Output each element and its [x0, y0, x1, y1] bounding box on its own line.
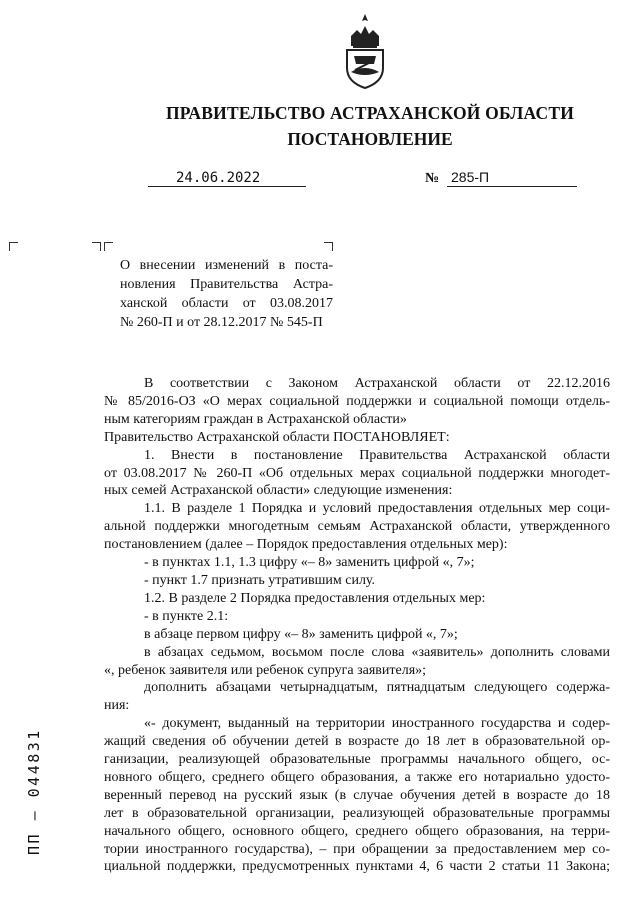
body-line: ния:: [104, 698, 130, 714]
doc-type-title: ПОСТАНОВЛЕНИЕ: [287, 129, 453, 149]
doc-number: 285-П: [451, 169, 490, 185]
date-underline: [148, 186, 306, 187]
body-line: «- документ, выданный на территории иностранного государства и содер-: [144, 716, 610, 732]
subject-line: ханской области от 03.08.2017: [120, 296, 333, 311]
doc-date: 24.06.2022: [176, 170, 261, 186]
subject-line: новления Правительства Астра-: [120, 277, 333, 292]
body-line: жащий сведения об обучении детей в возрасте до 18 лет в образовательной ор-: [104, 734, 610, 750]
body-line: циальной поддержки, предусмотренных пунктами 4, 6 части 2 статьи 11 Закона;: [104, 859, 610, 875]
body-line: Правительство Астраханской области ПОСТАНОВЛЯЕТ:: [104, 429, 450, 445]
body-line: в абзаце первом цифру «– 8» заменить цифрой «, 7»;: [144, 626, 458, 642]
body-line: дополнить абзацами четырнадцатым, пятнадцатым следующего содержа-: [144, 680, 610, 696]
serial-code: [22, 716, 46, 856]
body-line: В соответствии с Законом Астраханской области от 22.12.2016: [144, 376, 610, 391]
body-line: новного общего, среднего общего образования, а также его нотариально удосто-: [104, 769, 610, 785]
body-line: - пункт 1.7 признать утратившим силу.: [144, 572, 376, 588]
coat-of-arms-emblem: [341, 12, 389, 90]
body-line: ным категориям граждан в Астраханской области»: [104, 411, 407, 427]
serial-code-text: ПП – 044831: [25, 728, 43, 855]
body-line: лет в образовательной организации, реализующей образовательные программы: [104, 805, 610, 821]
body-line: ганизации, реализующей образовательные программы начального общего, ос-: [104, 752, 610, 768]
body-line: начального общего, основного общего, среднего общего образования, на терри-: [104, 823, 610, 839]
subject-line: № 260-П и от 28.12.2017 № 545-П: [120, 315, 323, 330]
subject-line: О внесении изменений в поста-: [120, 258, 333, 273]
body-line: - в пункте 2.1:: [144, 608, 229, 624]
body-line: 1.2. В разделе 2 Порядка предоставления отдельных мер:: [144, 590, 486, 606]
corner-mark: [9, 242, 18, 251]
subject-block: [120, 256, 333, 332]
body-line: от 03.08.2017 № 260-П «Об отдельных мерах социальной поддержки многодет-: [104, 465, 610, 481]
body-line: постановлением (далее – Порядок предоставления отдельных мер):: [104, 537, 508, 553]
org-title: ПРАВИТЕЛЬСТВО АСТРАХАНСКОЙ ОБЛАСТИ: [165, 103, 575, 123]
body-text: [104, 375, 610, 876]
number-underline: [447, 186, 577, 187]
body-line: веренный перевод на русский язык (в случае обучения детей в возрасте до 18: [104, 787, 610, 803]
body-line: - в пунктах 1.1, 1.3 цифру «– 8» заменить цифрой «, 7»;: [144, 555, 475, 571]
corner-mark: [92, 242, 101, 251]
body-line: № 85/2016-ОЗ «О мерах социальной поддержки и социальной помощи отдель-: [104, 393, 610, 409]
body-line: тории иностранного государства), – при обращении за предоставлением мер со-: [104, 841, 610, 857]
corner-mark: [324, 242, 333, 251]
number-sign: №: [425, 171, 440, 186]
body-line: ных семей Астраханской области» следующие изменения:: [104, 483, 453, 499]
body-line: в абзацах седьмом, восьмом после слова «заявитель» дополнить словами: [144, 644, 610, 660]
body-line: 1. Внести в постановление Правительства Астраханской области: [144, 447, 610, 463]
body-line: 1.1. В разделе 1 Порядка и условий предоставления отдельных мер соци-: [144, 501, 610, 517]
body-line: «, ребенок заявителя или ребенок супруга заявителя»;: [104, 662, 427, 678]
body-line: альной поддержки многодетным семьям Астраханской области, утвержденного: [104, 519, 610, 535]
corner-mark: [104, 242, 113, 251]
